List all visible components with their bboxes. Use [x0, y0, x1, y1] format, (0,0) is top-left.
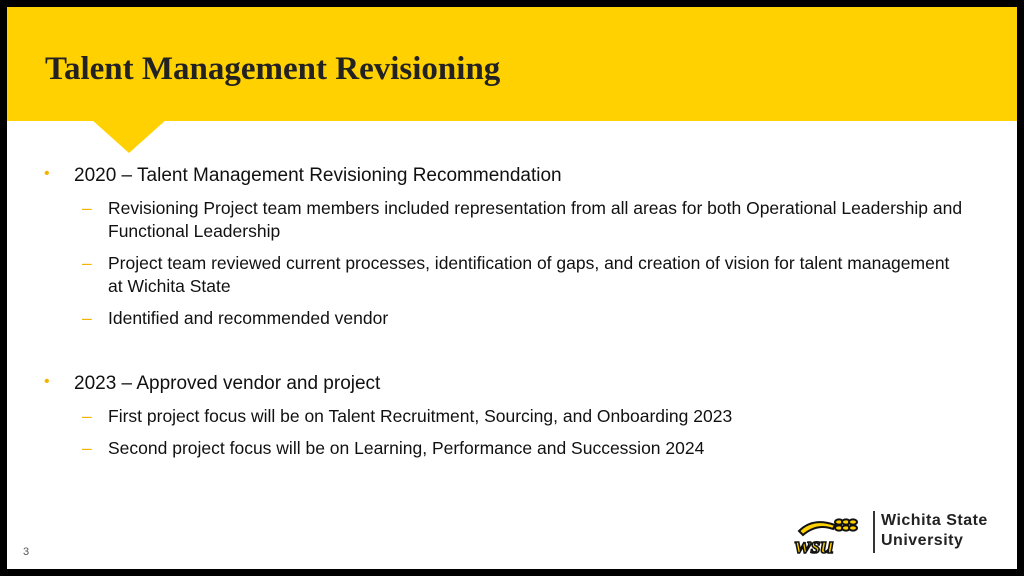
bullet-text: 2020 – Talent Management Revisioning Recommendation	[74, 165, 562, 186]
sub-bullet-text: Revisioning Project team members included representation from all areas for both Operational Leadership and Functional Leadership	[108, 198, 963, 241]
slide-body	[7, 7, 1017, 569]
sub-bullet-text: First project focus will be on Talent Recruitment, Sourcing, and Onboarding 2023	[108, 406, 733, 426]
dash-icon: –	[82, 308, 92, 328]
logo-mark-text: wsu	[795, 533, 834, 557]
logo-divider	[873, 511, 875, 553]
sub-bullet	[82, 405, 968, 428]
shocker-wheat-logo-icon	[793, 513, 863, 557]
dash-icon: –	[82, 438, 92, 458]
sub-bullet	[82, 252, 968, 298]
bullet-dot-icon: •	[44, 165, 50, 182]
slide-title: Talent Management Revisioning	[45, 51, 501, 87]
sub-bullet-text: Project team reviewed current processes, identification of gaps, and creation of vision for talent management at Wichita State	[108, 253, 950, 296]
bullet-2020	[44, 165, 562, 187]
sub-bullet	[82, 437, 968, 460]
page-number: 3	[23, 546, 30, 558]
logo-name-line1: Wichita State	[881, 512, 988, 529]
logo-name-line2: University	[881, 532, 964, 549]
sub-bullet	[82, 197, 968, 243]
sub-bullet	[82, 307, 968, 330]
sub-bullet-text: Second project focus will be on Learning, Performance and Succession 2024	[108, 438, 705, 458]
dash-icon: –	[82, 406, 92, 426]
dash-icon: –	[82, 253, 92, 273]
bullet-text: 2023 – Approved vendor and project	[74, 373, 381, 394]
bullet-dot-icon: •	[44, 373, 50, 390]
slide	[7, 7, 1017, 569]
bullet-2023	[44, 373, 381, 395]
sub-bullet-text: Identified and recommended vendor	[108, 308, 389, 328]
dash-icon: –	[82, 198, 92, 218]
wichita-state-logo	[793, 507, 1003, 559]
